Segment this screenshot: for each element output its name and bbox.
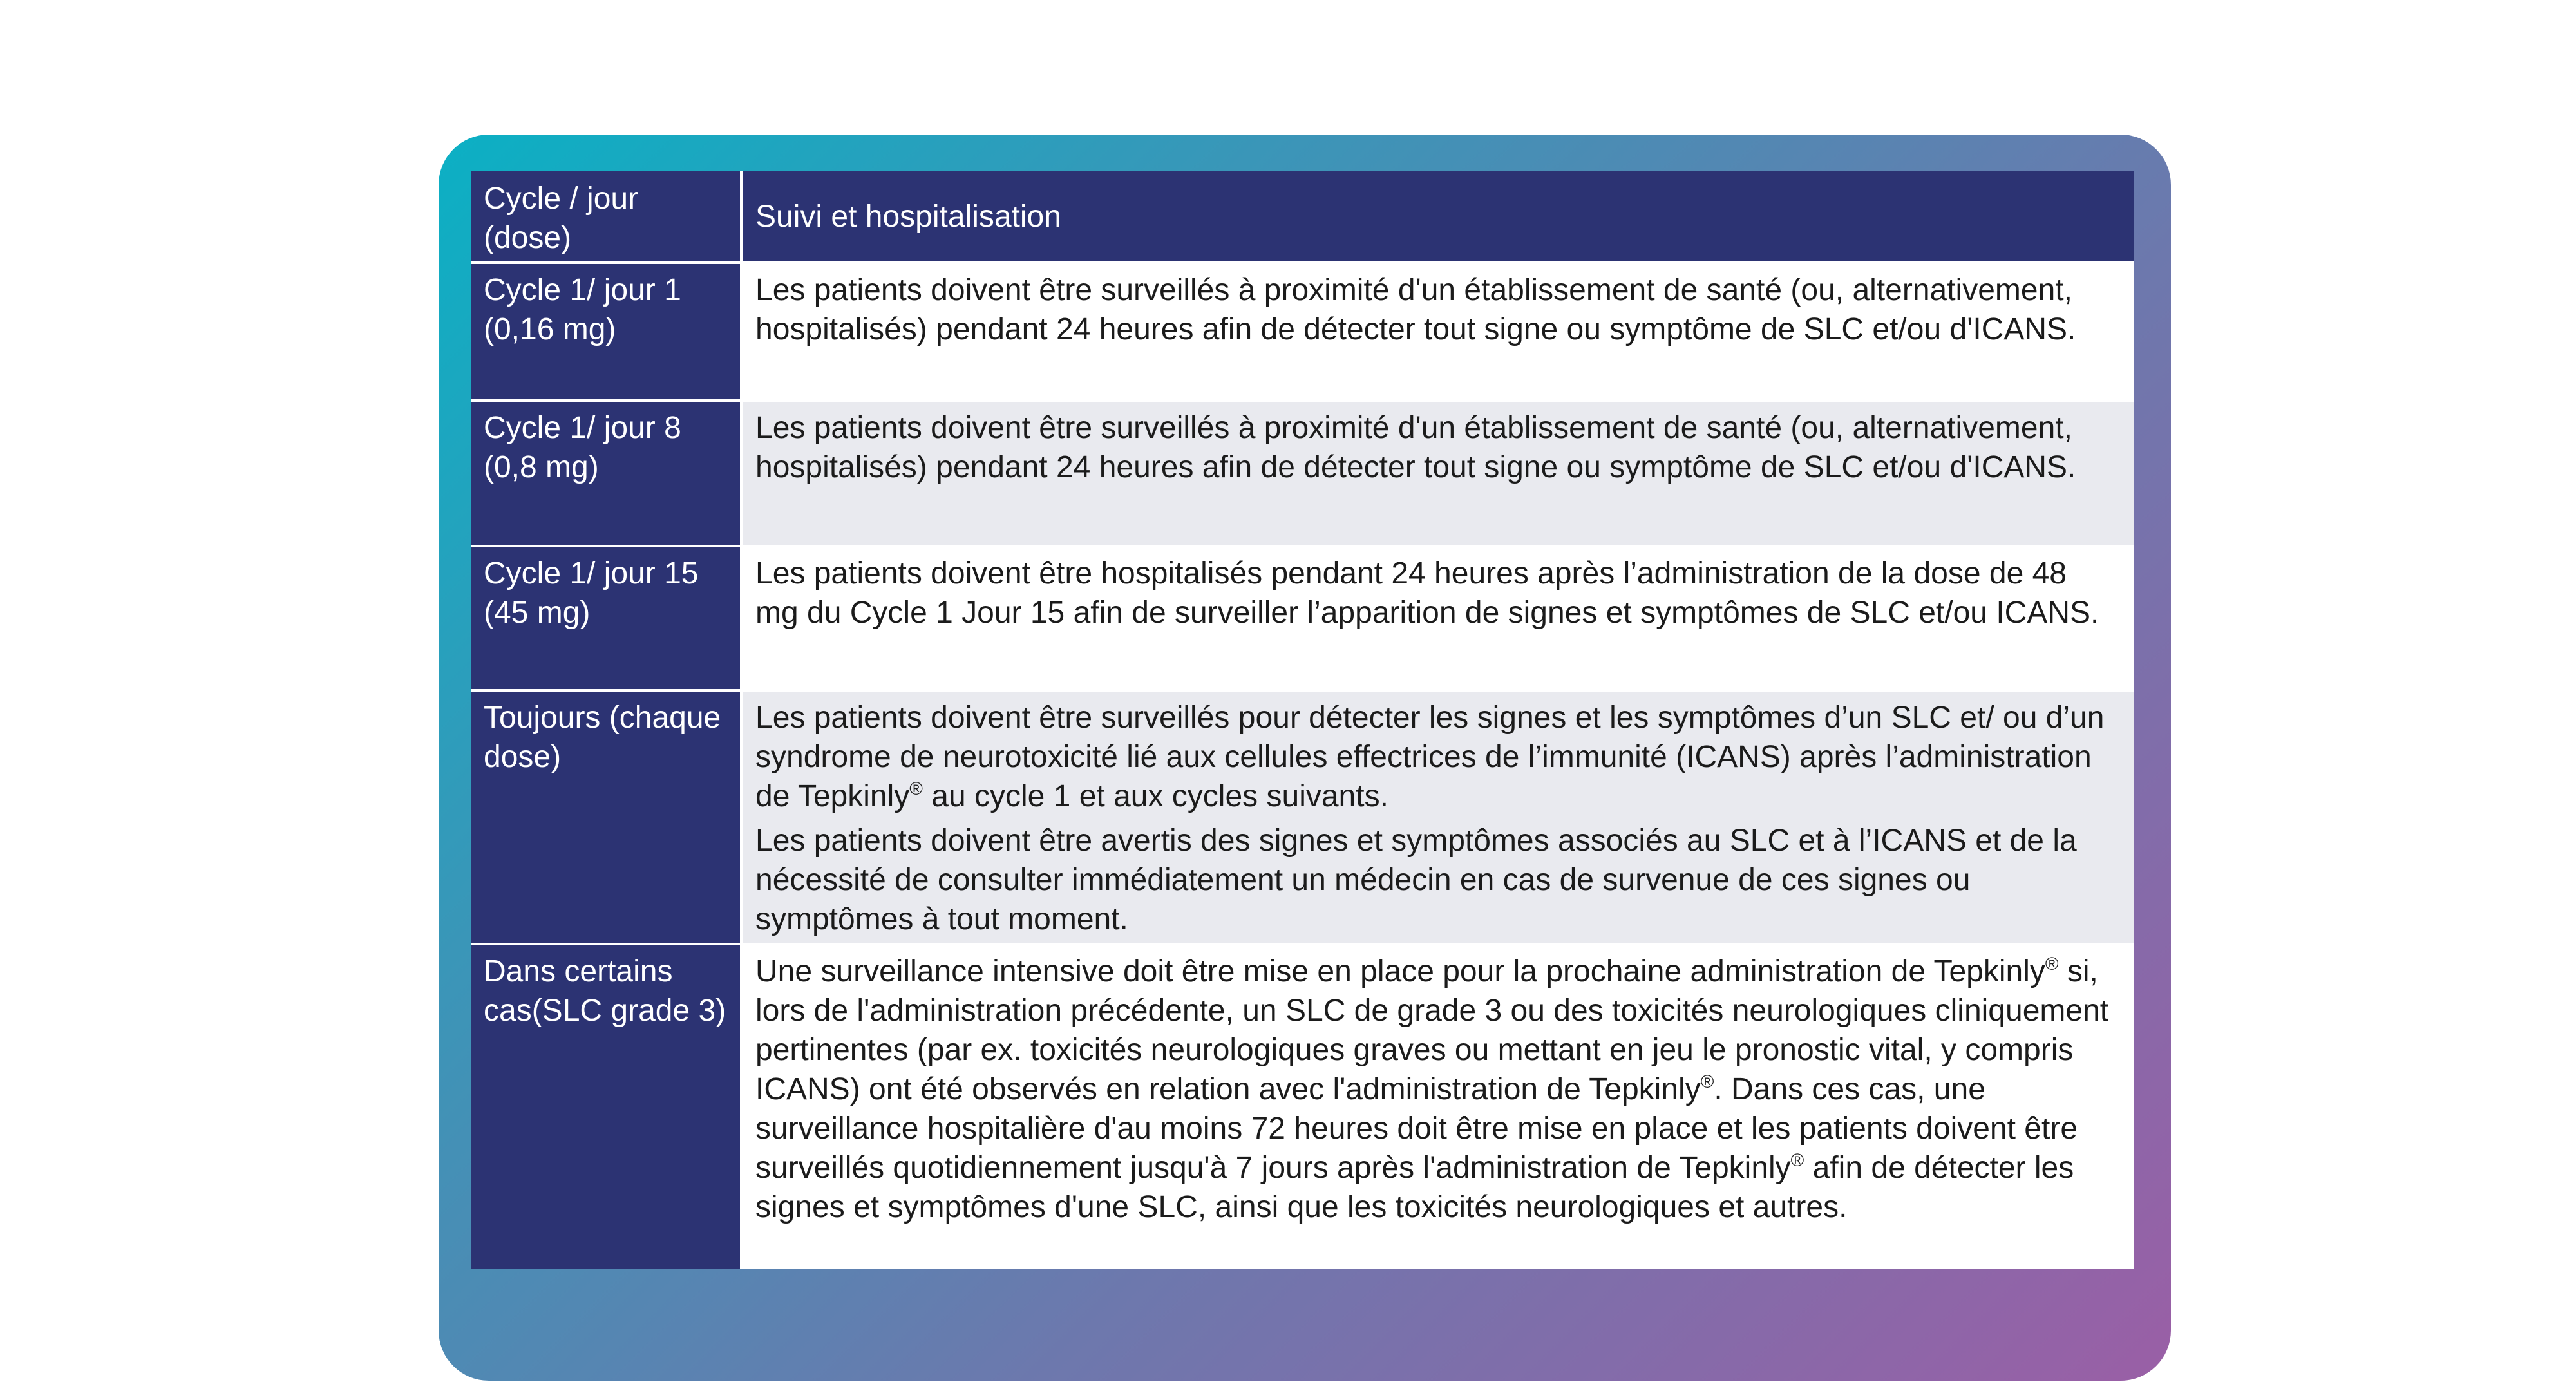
row-text-always-para1: Les patients doivent être surveillés pour détecter les signes et les symptômes d’un SLC et/ ou d’un syndrome de neurotoxicité lié aux cellules effectrices de l’immunité (ICANS) après l’administration de Tepkinly® au cycle 1 et aux cycles suivants. <box>755 701 2105 813</box>
row-text-always <box>743 692 2134 943</box>
header-cell-monitoring: Suivi et hospitalisation <box>743 171 2134 261</box>
row-text-cycle1-day8: Les patients doivent être surveillés à proximité d'un établissement de santé (ou, alternativement, hospitalisés) pendant 24 heures afin de détecter tout signe ou symptôme de SLC et/ou d'ICANS. <box>743 402 2134 545</box>
row-label-cycle1-day8: Cycle 1/ jour 8 (0,8 mg) <box>471 402 740 545</box>
row-text-cycle1-day1: Les patients doivent être surveillés à proximité d'un établissement de santé (ou, alternativement, hospitalisés) pendant 24 heures afin de détecter tout signe ou symptôme de SLC et/ou d'ICANS. <box>743 264 2134 399</box>
row-label-certain-cases: Dans certains cas(SLC grade 3) <box>471 945 740 1269</box>
row-label-cycle1-day15: Cycle 1/ jour 15 (45 mg) <box>471 547 740 689</box>
monitoring-table <box>471 171 2134 1269</box>
row-text-always-para2: Les patients doivent être avertis des signes et symptômes associés au SLC et à l’ICANS et de la nécessité de consulter immédiatement un médecin en cas de survenue de ces signes ou symptômes à tout moment. <box>755 824 2077 936</box>
row-label-cycle1-day1: Cycle 1/ jour 1 (0,16 mg) <box>471 264 740 399</box>
registered-mark: ® <box>909 779 923 799</box>
row-text-certain-cases: Une surveillance intensive doit être mise en place pour la prochaine administration de Tepkinly® si, lors de l'administration précédente, un SLC de grade 3 ou des toxicités neurologiques cliniquement pertinentes (par ex. toxicités neurologiques graves ou mettant en jeu le pronostic vital, y compris ICANS) ont été observés en relation avec l'administration de Tepkinly®. Dans ces cas, une surveillance hospitalière d'au moins 72 heures doit être mise en place et les patients doivent être surveillés quotidiennement jusqu'à 7 jours après l'administration de Tepkinly® afin de détecter les signes et symptômes d'une SLC, ainsi que les toxicités neurologiques et autres. <box>743 945 2134 1269</box>
row-text-cycle1-day15: Les patients doivent être hospitalisés pendant 24 heures après l’administration de la dose de 48 mg du Cycle 1 Jour 15 afin de surveiller l’apparition de signes et symptômes de SLC et/ou ICANS. <box>743 547 2134 689</box>
registered-mark: ® <box>1790 1150 1804 1170</box>
gradient-frame <box>439 135 2171 1381</box>
registered-mark: ® <box>2045 954 2059 974</box>
registered-mark: ® <box>1700 1072 1714 1092</box>
header-cell-cycle: Cycle / jour (dose) <box>471 171 740 261</box>
row-label-always: Toujours (chaque dose) <box>471 692 740 943</box>
